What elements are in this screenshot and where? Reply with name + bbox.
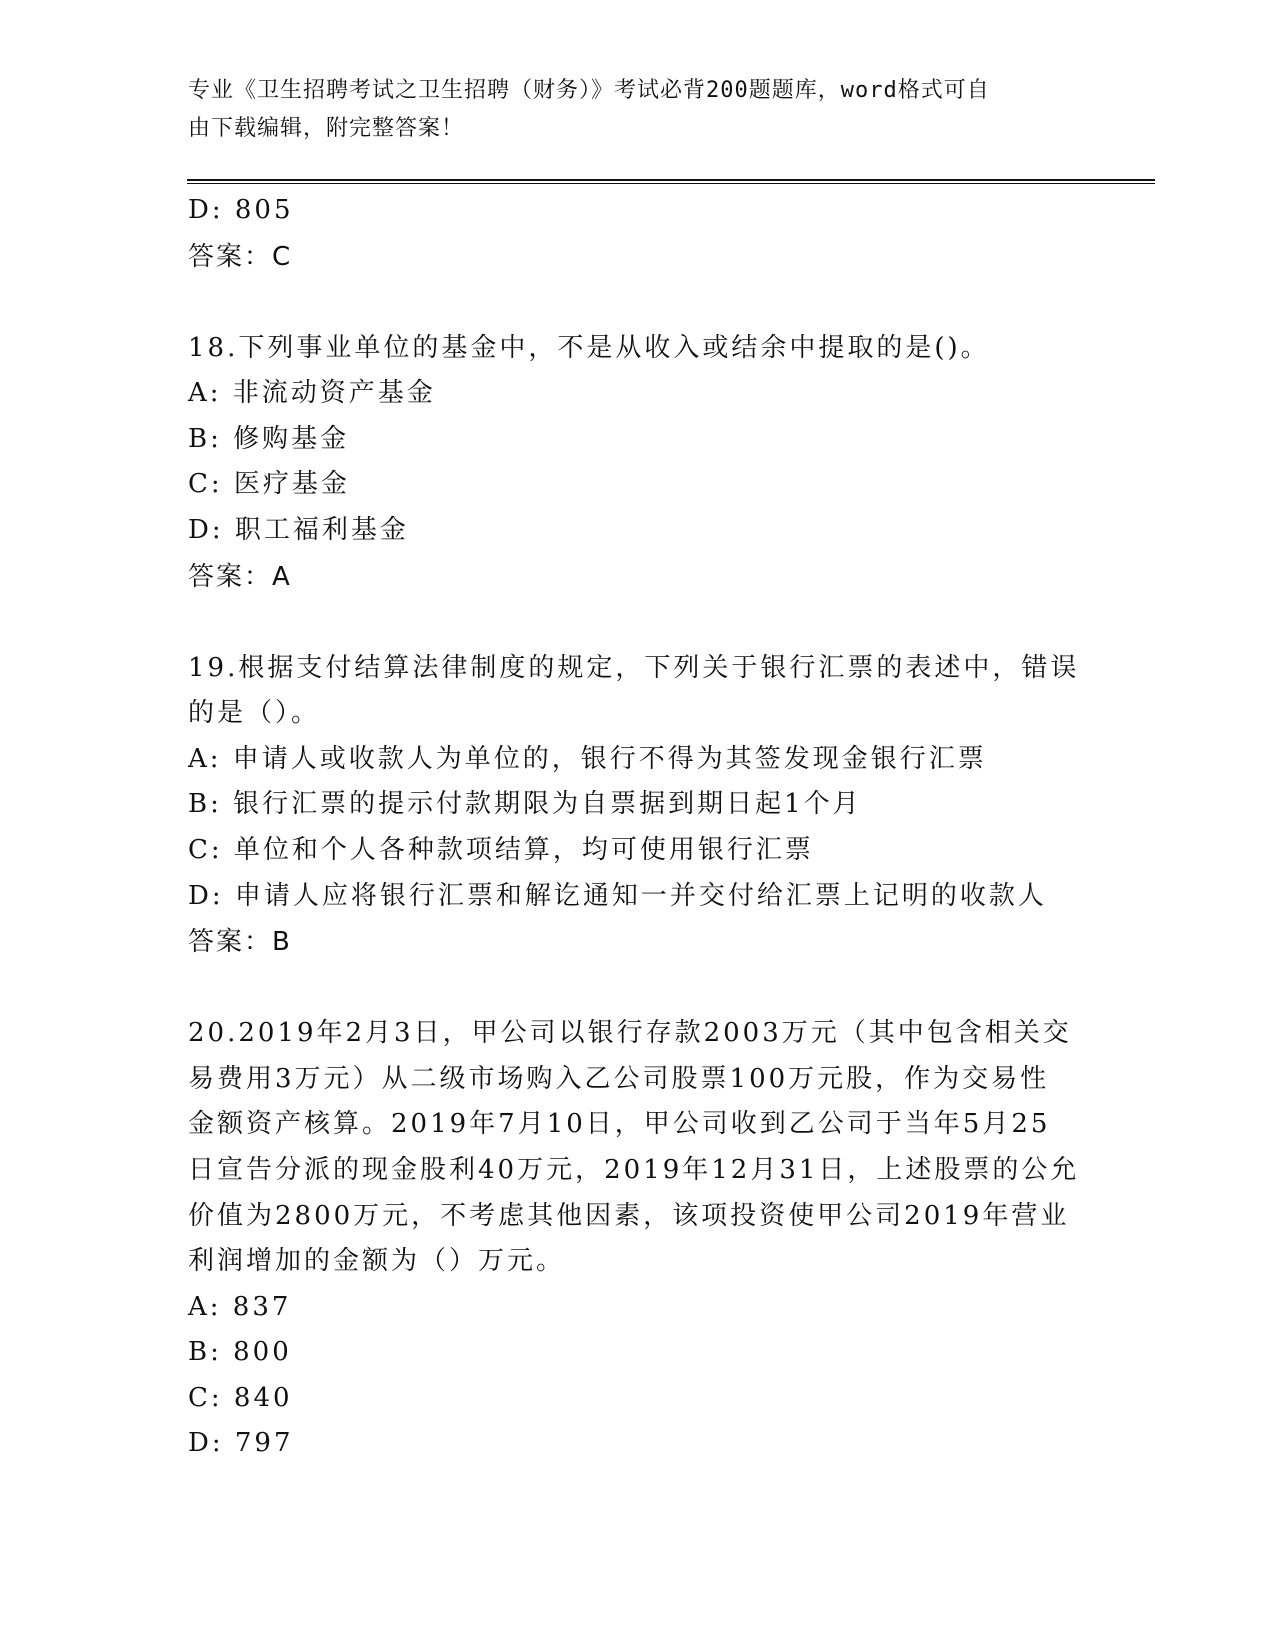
question-stem-line-4: 日宣告分派的现金股利40万元，2019年12月31日，上述股票的公允: [188, 1154, 1080, 1185]
question-stem-line-3: 金额资产核算。2019年7月10日，甲公司收到乙公司于当年5月25: [188, 1109, 1051, 1140]
question-stem-line-2: 易费用3万元）从二级市场购入乙公司股票100万元股，作为交易性: [188, 1063, 1050, 1094]
question-stem-line-1: 20.2019年2月3日，甲公司以银行存款2003万元（其中包含相关交: [188, 1018, 1072, 1049]
option-d: D: 805: [188, 195, 294, 225]
option-b: B: 银行汇票的提示付款期限为自票据到期日起1个月: [188, 789, 862, 820]
option-d: D: 职工福利基金: [188, 514, 409, 545]
option-c: C: 840: [188, 1382, 293, 1413]
question-19: [188, 646, 1088, 966]
question-17-tail: [188, 188, 1088, 280]
answer-line: 答案：C: [188, 241, 293, 272]
option-a: A: 非流动资产基金: [188, 378, 436, 409]
question-stem-line-6: 利润增加的金额为（）万元。: [188, 1246, 566, 1277]
option-d: D: 申请人应将银行汇票和解讫通知一并交付给汇票上记明的收款人: [188, 880, 1047, 911]
document-header: [188, 72, 1068, 148]
option-b: B: 修购基金: [188, 423, 350, 454]
header-line-2: 由下载编辑，附完整答案！: [188, 116, 465, 141]
question-stem: 18.下列事业单位的基金中，不是从收入或结余中提取的是()。: [188, 332, 990, 363]
question-20: [188, 1011, 1088, 1467]
header-divider-thin: [187, 183, 1155, 184]
question-stem-line-2: 的是（）。: [188, 698, 321, 729]
option-b: B: 800: [188, 1337, 292, 1368]
option-c: C: 医疗基金: [188, 469, 350, 500]
question-stem-line-5: 价值为2800万元，不考虑其他因素，该项投资使甲公司2019年营业: [188, 1200, 1070, 1231]
header-line-1: 专业《卫生招聘考试之卫生招聘（财务）》考试必背200题题库，word格式可自: [188, 78, 990, 103]
option-a: A: 申请人或收款人为单位的，银行不得为其签发现金银行汇票: [188, 743, 987, 774]
question-stem-line-1: 19.根据支付结算法律制度的规定，下列关于银行汇票的表述中，错误: [188, 652, 1080, 683]
answer-line: 答案：A: [188, 561, 292, 592]
option-c: C: 单位和个人各种款项结算，均可使用银行汇票: [188, 834, 814, 865]
question-18: [188, 326, 1088, 600]
header-divider-thick: [187, 179, 1155, 181]
question-content: [188, 188, 1088, 1467]
option-a: A: 837: [188, 1291, 292, 1322]
answer-line: 答案：B: [188, 927, 292, 958]
option-d: D: 797: [188, 1428, 294, 1459]
